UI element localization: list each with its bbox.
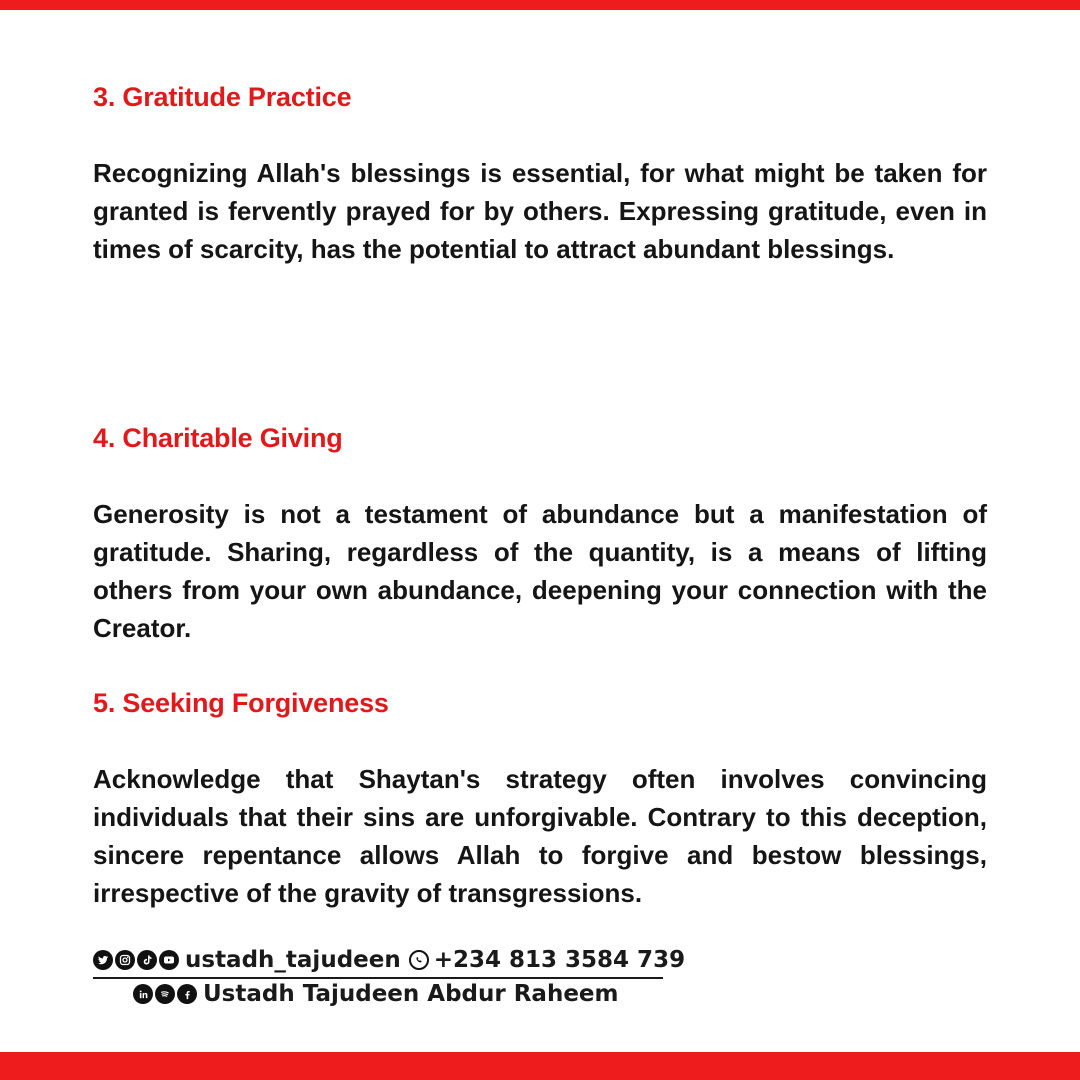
section-heading-gratitude: 3. Gratitude Practice (93, 82, 352, 112)
contact-footer (93, 944, 686, 1008)
tiktok-icon[interactable] (137, 950, 157, 970)
youtube-icon[interactable] (159, 950, 179, 970)
social-row (93, 944, 685, 976)
section-heading-charity: 4. Charitable Giving (93, 423, 343, 453)
section-body-forgiveness: Acknowledge that Shaytan's strategy often involves convincing individuals that their sins are unforgivable. Contrary to this deception, sincere repentance allows Allah to forgive and bestow blessings, irrespective of the gravity of transgressions. (93, 764, 987, 908)
bottom-accent-bar (0, 1052, 1080, 1080)
full-name[interactable]: Ustadh Tajudeen Abdur Raheem (203, 981, 619, 1007)
linkedin-icon[interactable] (133, 984, 153, 1004)
social-handle[interactable]: ustadh_tajudeen (185, 947, 401, 973)
spotify-icon[interactable] (155, 984, 175, 1004)
top-accent-bar (0, 0, 1080, 10)
profile-row (133, 979, 619, 1009)
twitter-icon[interactable] (93, 950, 113, 970)
whatsapp-icon[interactable] (409, 950, 429, 970)
instagram-icon[interactable] (115, 950, 135, 970)
section-body-gratitude: Recognizing Allah's blessings is essential, for what might be taken for granted is fervently prayed for by others. Expressing gratitude, even in times of scarcity, has the potential to attract abundant blessings. (93, 158, 987, 264)
section-body-charity: Generosity is not a testament of abundance but a manifestation of gratitude. Sharing, regardless of the quantity, is a means of lifting others from your own abundance, deepening your connection with the Creator. (93, 499, 987, 643)
phone-number[interactable]: +234 813 3584 739 (433, 947, 686, 973)
facebook-icon[interactable] (177, 984, 197, 1004)
section-heading-forgiveness: 5. Seeking Forgiveness (93, 688, 389, 718)
